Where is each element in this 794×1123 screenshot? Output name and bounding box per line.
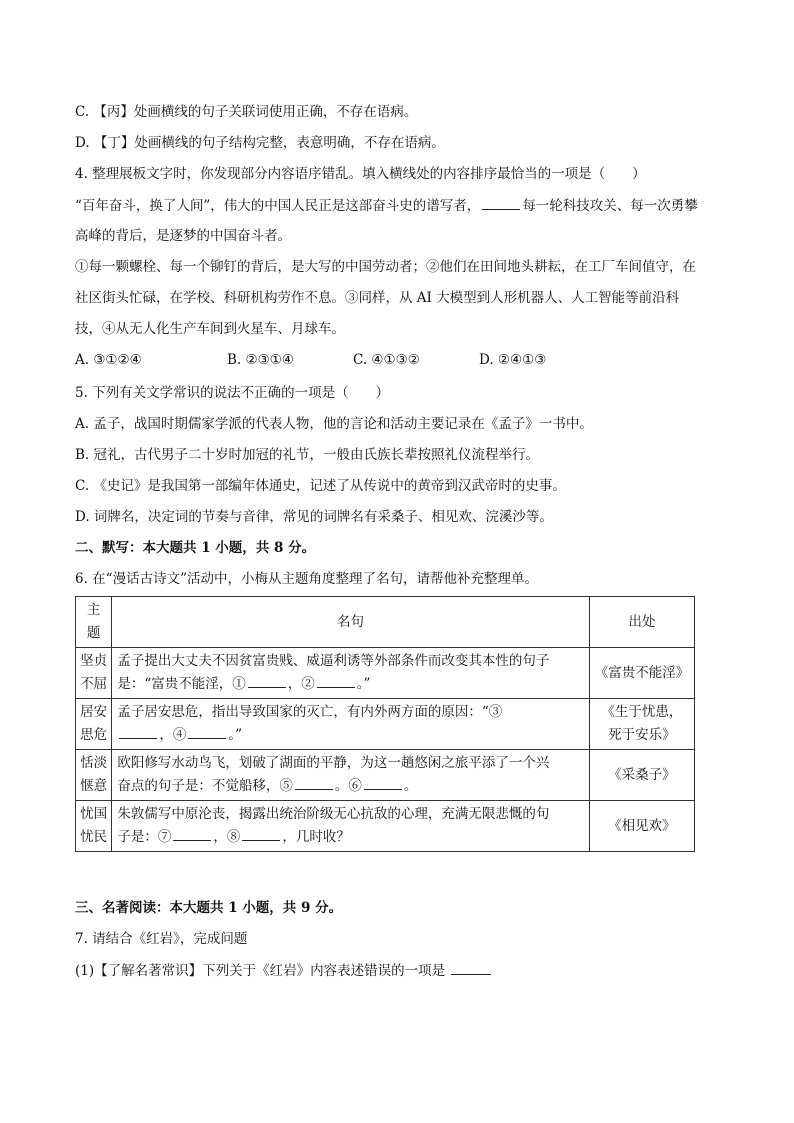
q3-option-d: D. 【丁】处画横线的句子结构完整，表意明确，不存在语病。 [75, 135, 445, 151]
q6-stem: 6. 在“漫话古诗文”活动中，小梅从主题角度整理了名句，请帮他补充整理单。 [75, 571, 538, 587]
answer-blank-2 [317, 673, 355, 688]
row-theme: 坚贞不屈 [76, 648, 112, 699]
q5-stem: 5. 下列有关文学常识的说法不正确的一项是（ ） [75, 385, 390, 401]
q5-option-d: D. 词牌名，决定词的节奏与音律，常见的词牌名有采桑子、相见欢、浣溪沙等。 [75, 509, 553, 525]
answer-blank-8 [242, 826, 280, 841]
row-content [112, 801, 589, 852]
row-content-d: 。” [356, 676, 371, 692]
q6-table [75, 596, 695, 852]
row-content [112, 648, 589, 699]
q4-passage-1b: 每一轮科技攻关、每一次勇攀 [522, 198, 698, 214]
row-content-c: ，② [287, 676, 315, 692]
row-theme: 恬淡惬意 [76, 750, 112, 801]
q4-option-d: D. ②④①③ [479, 352, 547, 368]
row-theme: 居安思危 [76, 699, 112, 750]
row-content-d: ，几时收？ [282, 829, 350, 845]
q7-sub-1 [75, 960, 493, 981]
row-content [112, 699, 589, 750]
section-3-heading: 三、名著阅读：本大题共 1 小题，共 9 分。 [75, 900, 343, 916]
q4-stem: 4. 整理展板文字时，你发现部分内容语序错乱。填入横线处的内容排序最恰当的一项是（ ） [75, 166, 646, 182]
q4-passage-line-2: 高峰的背后，是逐梦的中国奋斗者。 [75, 228, 291, 244]
table-row [76, 801, 695, 852]
q3-option-c: C. 【丙】处画横线的句子关联词使用正确，不存在语病。 [75, 104, 418, 120]
q7-stem: 7. 请结合《红岩》，完成问题 [75, 931, 248, 947]
section-2-heading: 二、默写：本大题共 1 小题，共 8 分。 [75, 540, 316, 556]
row-content-b: 奋点的句子是：不觉船移，⑤ [117, 778, 293, 794]
answer-blank-5 [295, 775, 333, 790]
row-source: 《相见欢》 [589, 801, 694, 852]
answer-blank-6 [364, 775, 402, 790]
header-quote: 名句 [112, 597, 589, 648]
q4-option-b: B. ②③①④ [227, 352, 294, 368]
q4-passage-line-5: 技，④从无人化生产车间到火星车、月球车。 [75, 321, 345, 337]
row-content-b: 子是：⑦ [117, 829, 172, 845]
row-content-c: 。” [228, 727, 242, 743]
q4-option-c: C. ④①③② [353, 352, 420, 368]
table-row [76, 648, 695, 699]
q5-option-a: A. 孟子，战国时期儒家学派的代表人物，他的言论和活动主要记录在《孟子》一书中。 [75, 416, 593, 432]
q4-answer-blank [482, 195, 520, 210]
q4-option-a: A. ③①②④ [75, 352, 142, 368]
answer-blank-1 [248, 673, 286, 688]
q4-passage-line-4: 社区街头忙碌，在学校、科研机构劳作不息。③同样，从 AI 大模型到人形机器人、人工智能等前沿科 [75, 290, 680, 306]
row-content-a: 朱敦儒写中原沦丧，揭露出统治阶级无心抗敌的心理，充满无限悲慨的句 [117, 806, 550, 822]
row-content-b: ，④ [159, 727, 187, 743]
header-source: 出处 [589, 597, 694, 648]
q6-table-header [76, 597, 695, 648]
row-content-a: 孟子提出大丈夫不因贫富贵贱、威逼利诱等外部条件而改变其本性的句子 [117, 653, 550, 669]
row-content-d: 。 [403, 778, 418, 794]
q4-passage-line-1 [75, 195, 698, 216]
q5-option-c: C. 《史记》是我国第一部编年体通史，记述了从传说中的黄帝到汉武帝时的史事。 [75, 478, 566, 494]
table-row [76, 699, 695, 750]
row-content-a: 孟子居安思危，指出导致国家的灭亡，有内外两方面的原因：“③ [117, 704, 503, 720]
row-content-c: ，⑧ [213, 829, 241, 845]
row-content [112, 750, 589, 801]
answer-blank-7 [173, 826, 211, 841]
q4-passage-line-3: ①每一颗螺栓、每一个铆钉的背后，是大写的中国劳动者；②他们在田间地头耕耘，在工厂车间值守，在 [75, 259, 696, 275]
row-theme: 忧国忧民 [76, 801, 112, 852]
q5-option-b: B. 冠礼，古代男子二十岁时加冠的礼节，一般由氏族长辈按照礼仪流程举行。 [75, 447, 540, 463]
table-row [76, 750, 695, 801]
header-theme: 主题 [76, 597, 112, 648]
q4-options [75, 350, 546, 370]
answer-blank-4 [188, 724, 226, 739]
row-content-c: 。⑥ [334, 778, 362, 794]
row-source: 《生于忧患，死于安乐》 [589, 699, 694, 750]
q4-passage-1a: “百年奋斗，换了人间”，伟大的中国人民正是这部奋斗史的谱写者， [75, 198, 481, 214]
row-source: 《采桑子》 [589, 750, 694, 801]
row-content-a: 欧阳修写水动鸟飞，划破了湖面的平静，为这一趟悠闲之旅平添了一个兴 [117, 755, 550, 771]
answer-blank-3 [119, 724, 157, 739]
row-content-b: 是：“富贵不能淫，① [117, 676, 246, 692]
q7-answer-blank [451, 960, 491, 975]
row-source: 《富贵不能淫》 [589, 648, 694, 699]
q7-sub-1-text: (1)【了解名著常识】下列关于《红岩》内容表述错误的一项是 [75, 963, 446, 979]
